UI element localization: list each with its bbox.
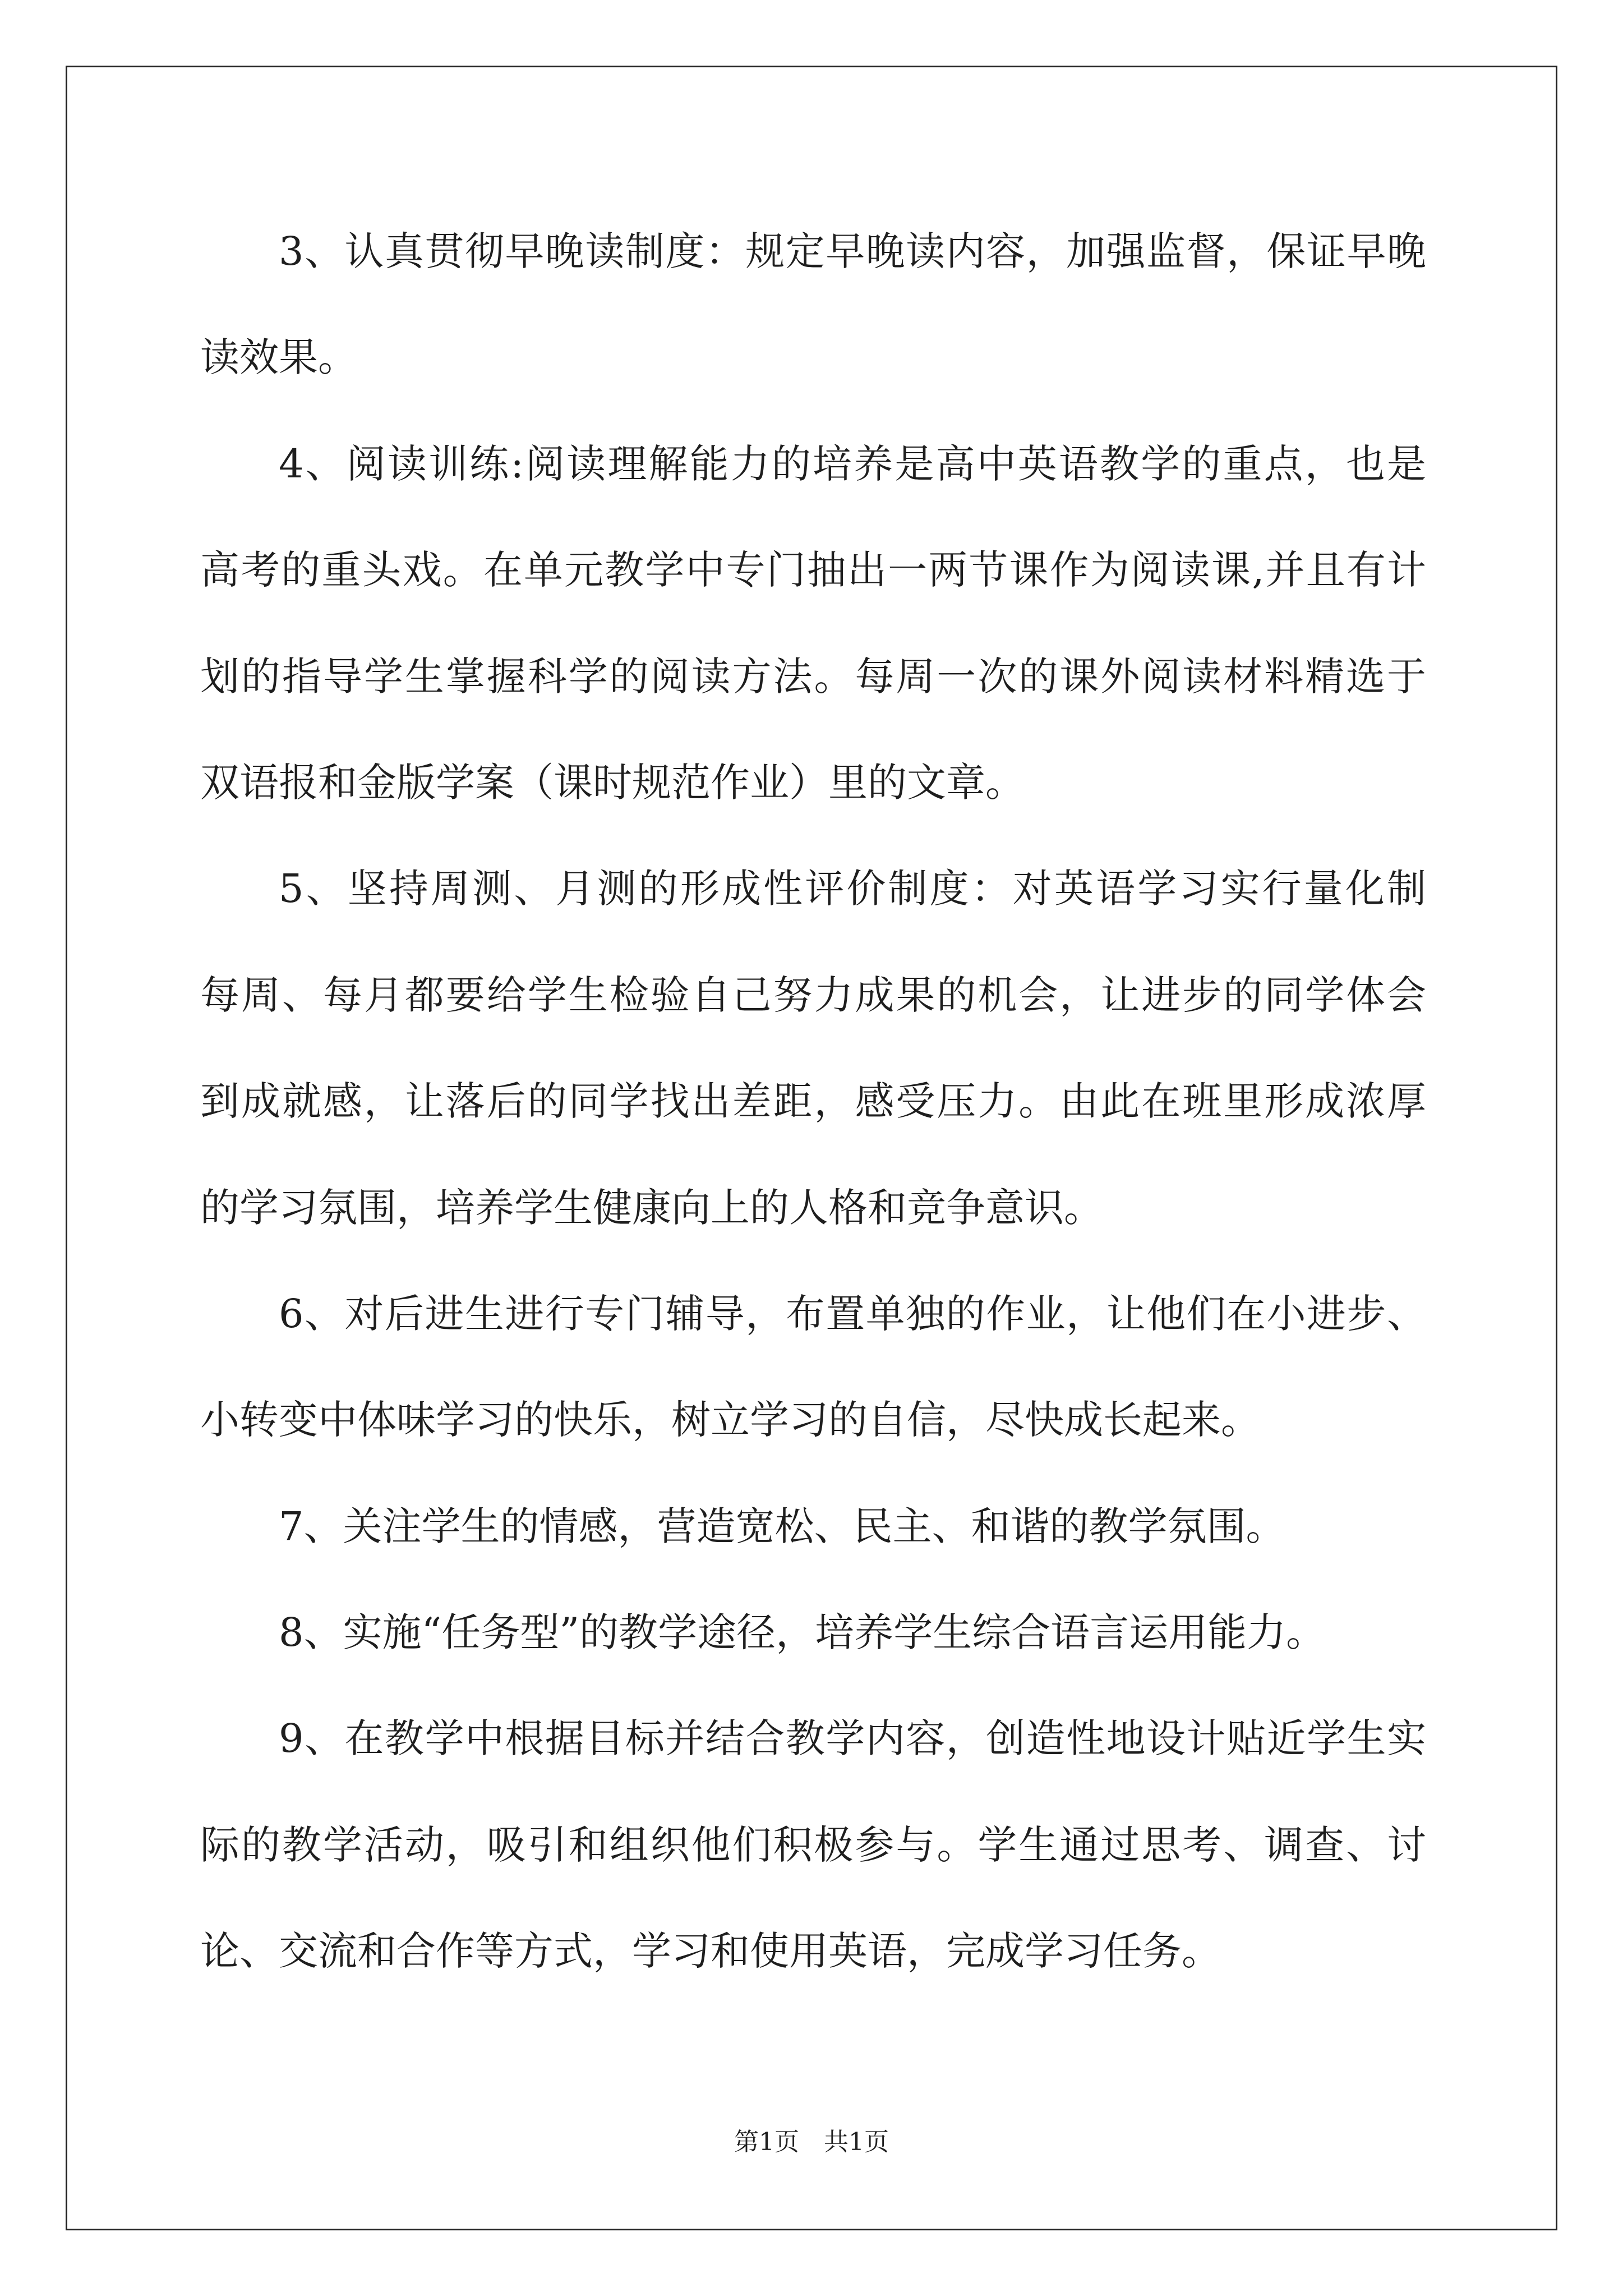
paragraph-line: 9、在教学中根据目标并结合教学内容，创造性地设计贴近学生实 bbox=[279, 1715, 1426, 1762]
paragraph-line: 论、交流和合作等方式，学习和使用英语，完成学习任务。 bbox=[200, 1928, 1221, 1975]
paragraph-line: 3、认真贯彻早晚读制度：规定早晚读内容，加强监督，保证早晚 bbox=[279, 228, 1426, 274]
paragraph-line: 5、坚持周测、月测的形成性评价制度：对英语学习实行量化制 bbox=[279, 866, 1426, 912]
paragraph-line: 际的教学活动，吸引和组织他们积极参与。学生通过思考、调查、讨 bbox=[200, 1821, 1426, 1868]
paragraph-line: 到成就感，让落后的同学找出差距，感受压力。由此在班里形成浓厚 bbox=[200, 1078, 1426, 1125]
paragraph-line: 每周、每月都要给学生检验自己努力成果的机会，让进步的同学体会 bbox=[200, 972, 1426, 1018]
paragraph-item-8 bbox=[200, 1580, 1426, 1686]
paragraph-item-7 bbox=[200, 1474, 1426, 1580]
paragraph-line: 8、实施“任务型”的教学途径，培养学生综合语言运用能力。 bbox=[279, 1609, 1326, 1656]
paragraph-line: 7、关注学生的情感，营造宽松、民主、和谐的教学氛围。 bbox=[279, 1503, 1285, 1549]
paragraph-item-4 bbox=[200, 411, 1426, 836]
paragraph-line: 读效果。 bbox=[200, 334, 357, 381]
paragraph-line: 小转变中体味学习的快乐，树立学习的自信，尽快成长起来。 bbox=[200, 1397, 1260, 1443]
paragraph-line: 4、阅读训练:阅读理解能力的培养是高中英语教学的重点，也是 bbox=[279, 440, 1426, 487]
paragraph-line: 6、对后进生进行专门辅导，布置单独的作业，让他们在小进步、 bbox=[279, 1290, 1426, 1337]
document-body bbox=[200, 199, 1426, 2005]
page-footer: 第1页 共1页 bbox=[734, 2128, 889, 2156]
paragraph-line: 划的指导学生掌握科学的阅读方法。每周一次的课外阅读材料精选于 bbox=[200, 653, 1426, 700]
paragraph-item-5 bbox=[200, 836, 1426, 1261]
paragraph-item-6 bbox=[200, 1261, 1426, 1474]
paragraph-line: 的学习氛围，培养学生健康向上的人格和竞争意识。 bbox=[200, 1184, 1103, 1231]
paragraph-line: 高考的重头戏。在单元教学中专门抽出一两节课作为阅读课,并且有计 bbox=[200, 547, 1426, 593]
paragraph-item-3 bbox=[200, 199, 1426, 411]
paragraph-item-9 bbox=[200, 1686, 1426, 2004]
paragraph-line: 双语报和金版学案（课时规范作业）里的文章。 bbox=[200, 759, 1025, 806]
